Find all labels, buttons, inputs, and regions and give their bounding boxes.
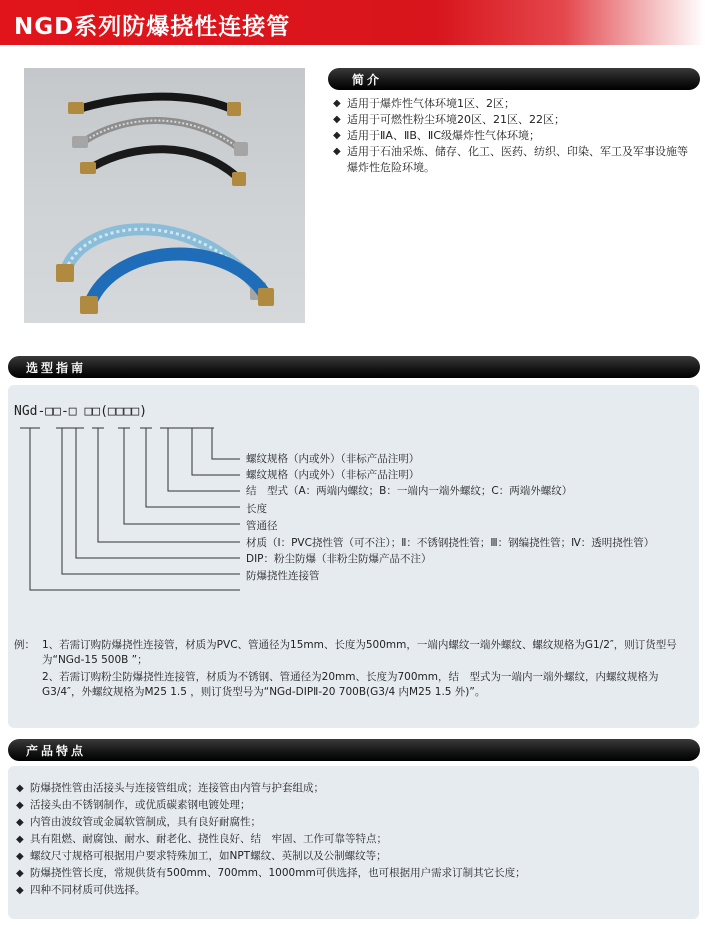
diamond-bullet-icon: ◆ (16, 800, 24, 811)
feature-item: ◆ 防爆挠性管由活接头与连接管组成；连接管由内管与护套组成； (16, 780, 691, 797)
intro-item: ◆ 适用于爆炸性气体环境1区、2区； (333, 97, 515, 110)
feature-item: ◆ 防爆挠性管长度，常规供货有500mm、700mm、1000mm可供选择，也可根据用户需求订制其它长度； (16, 865, 691, 882)
feature-item: ◆ 具有阻燃、耐腐蚀、耐水、耐老化、挠性良好、结 牢固、工作可靠等特点； (16, 831, 691, 848)
features-heading: 产品特点 (26, 744, 87, 758)
diamond-bullet-icon: ◆ (16, 885, 24, 896)
diamond-bullet-icon: ◆ (333, 114, 341, 125)
guide-label: 长度 (246, 503, 267, 515)
intro-item: ◆ 适用于ⅡA、ⅡB、ⅡC级爆炸性气体环境； (333, 129, 540, 142)
intro-item: ◆ 适用于石油采炼、储存、化工、医药、纺织、印染、军工及军事设施等爆炸性危险环境。 (333, 145, 688, 174)
guide-heading: 选型指南 (26, 361, 87, 375)
guide-label: 管通径 (246, 520, 278, 532)
order-examples (14, 638, 694, 700)
diamond-bullet-icon: ◆ (333, 146, 341, 157)
example-2: 2、若需订购粉尘防爆挠性连接管，材质为不锈钢、管通径为20mm、长度为700mm，结 型式为一端内一端外螺纹，内螺纹规格为G3/4″，外螺纹规格为M25 1.5 ，则订货型号为“NGd-DIPⅡ-20 700B(G3/4 内M25 1.5 外)”。 (42, 671, 659, 698)
feature-item: ◆ 活接头由不锈钢制作，或优质碳素钢电镀处理； (16, 797, 691, 814)
feature-item: ◆ 内管由波纹管或金属软管制成，具有良好耐腐性； (16, 814, 691, 831)
guide-label: 螺纹规格（内或外）（非标产品注明） (246, 453, 420, 465)
model-code: NGd-□□-□ □□(□□□□) (14, 404, 148, 419)
features-list (16, 780, 691, 899)
example-prefix: 例： (14, 639, 35, 651)
diamond-bullet-icon: ◆ (16, 868, 24, 879)
diamond-bullet-icon: ◆ (16, 817, 24, 828)
feature-item: ◆ 四种不同材质可供选择。 (16, 882, 691, 899)
diamond-bullet-icon: ◆ (16, 834, 24, 845)
feature-item: ◆ 螺纹尺寸规格可根据用户要求特殊加工，如NPT螺纹、英制以及公制螺纹等； (16, 848, 691, 865)
diamond-bullet-icon: ◆ (16, 783, 24, 794)
guide-label: 结 型式（A：两端内螺纹；B：一端内一端外螺纹；C：两端外螺纹） (246, 485, 573, 497)
features-section-bar (8, 739, 700, 761)
diamond-bullet-icon: ◆ (333, 98, 341, 109)
diamond-bullet-icon: ◆ (16, 851, 24, 862)
guide-label: 材质（Ⅰ：PVC挠性管（可不注）；Ⅱ：不锈钢挠性管；Ⅲ：钢编挠性管；Ⅳ：透明挠性管） (246, 537, 655, 549)
page-title: NGD系列防爆挠性连接管 (14, 14, 291, 40)
guide-label: 螺纹规格（内或外）（非标产品注明） (246, 469, 420, 481)
intro-heading: 简介 (352, 73, 383, 87)
diamond-bullet-icon: ◆ (333, 130, 341, 141)
example-1: 例： 1、若需订购防爆挠性连接管，材质为PVC、管通径为15mm、长度为500mm，一端内螺纹一端外螺纹、螺纹规格为G1/2″，则订货型号为“NGd-15 500B ”； (14, 639, 677, 666)
intro-item: ◆ 适用于可燃性粉尘环境20区、21区、22区； (333, 113, 565, 126)
guide-label: DIP：粉尘防爆（非粉尘防爆产品不注） (246, 553, 432, 565)
guide-label: 防爆挠性连接管 (246, 570, 320, 582)
